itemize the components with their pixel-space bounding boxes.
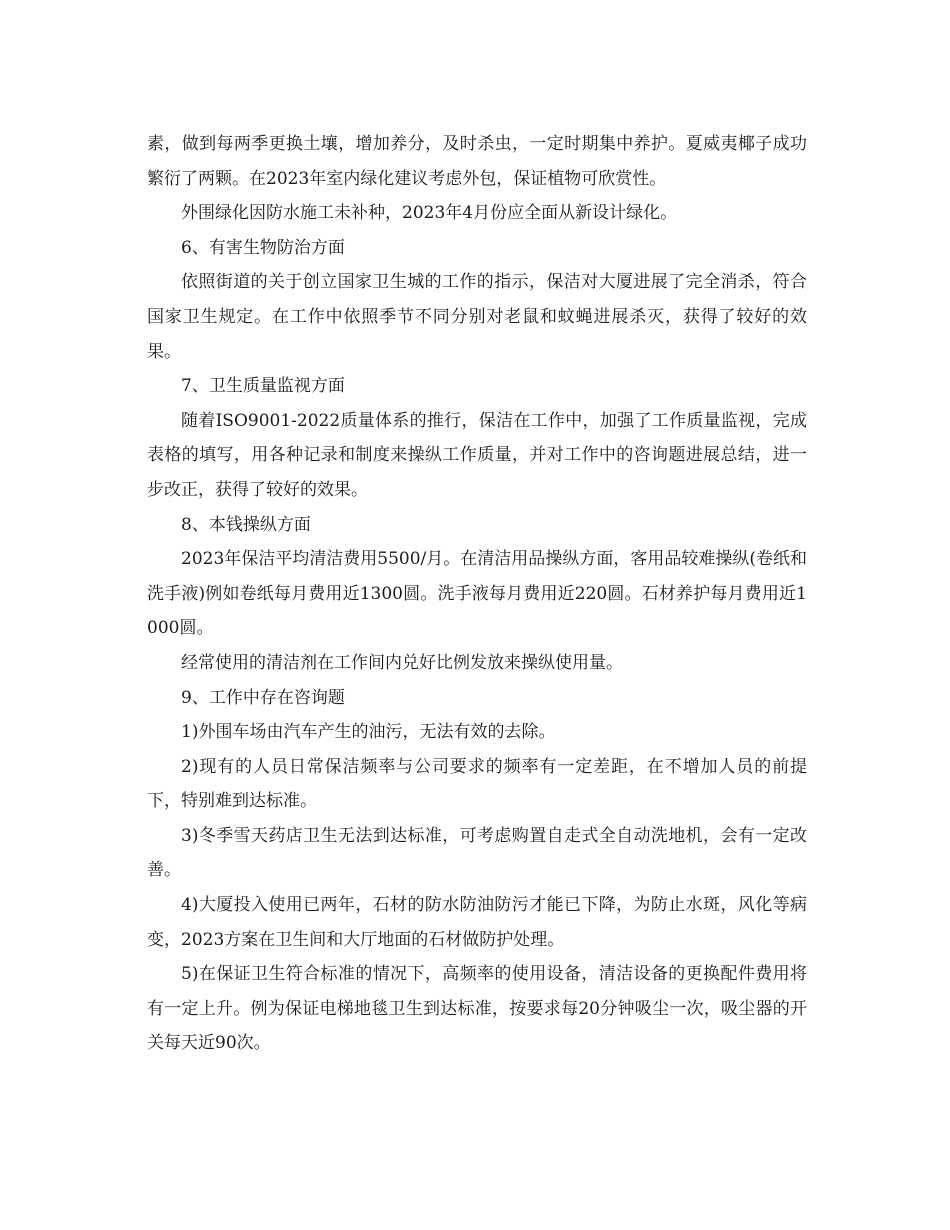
list-item-problem-2: 2)现有的人员日常保洁频率与公司要求的频率有一定差距，在不增加人员的前提下，特别难到达标准。 [147,756,807,812]
list-item-problem-5: 5)在保证卫生符合标准的情况下，高频率的使用设备，清洁设备的更换配件费用将有一定上升。例为保证电梯地毯卫生到达标准，按要求每20分钟吸尘一次，吸尘器的开关每天近90次。 [147,964,807,1054]
section-heading-pest-control: 6、有害生物防治方面 [181,237,345,258]
paragraph-detergent-control: 经常使用的清洁剂在工作间内兑好比例发放来操纵使用量。 [181,652,623,673]
paragraph-plant-care: 素，做到每两季更换土壤，增加养分，及时杀虫，一定时期集中养护。夏威夷椰子成功繁衍了两颗。在2023年室内绿化建议考虑外包，保证植物可欣赏性。 [147,134,807,189]
list-item-problem-4: 4)大厦投入使用已两年，石材的防水防油防污才能已下降，为防止水斑，风化等病变，2023方案在卫生间和大厅地面的石材做防护处理。 [147,895,807,950]
paragraph-pest-control: 依照街道的关于创立国家卫生城的工作的指示，保洁对大厦进展了完全消杀，符合国家卫生规定。在工作中依照季节不同分别对老鼠和蚊蝇进展杀灭，获得了较好的效果。 [147,272,807,362]
section-heading-quality-monitoring: 7、卫生质量监视方面 [181,376,345,397]
paragraph-quality-monitoring: 随着ISO9001-2022质量体系的推行，保洁在工作中，加强了工作质量监视，完成表格的填写，用各种记录和制度来操纵工作质量，并对工作中的咨询题进展总结，进一步改正，获得了较好的效果。 [147,410,807,500]
section-heading-problems: 9、工作中存在咨询题 [181,687,345,708]
document-body [147,127,807,1061]
paragraph-outdoor-greening: 外围绿化因防水施工未补种，2023年4月份应全面从新设计绿化。 [181,203,678,224]
list-item-problem-1: 1)外围车场由汽车产生的油污，无法有效的去除。 [181,722,556,743]
list-item-problem-3: 3)冬季雪天药店卫生无法到达标准，可考虑购置自走式全自动洗地机，会有一定改善。 [147,825,807,881]
section-heading-cost-control: 8、本钱操纵方面 [181,514,311,535]
paragraph-cost-figures: 2023年保洁平均清洁费用5500/月。在清洁用品操纵方面，客用品较难操纵(卷纸和洗手液)例如卷纸每月费用近1300圆。洗手液每月费用近220圆。石材养护每月费用近1000圆。 [147,549,807,639]
